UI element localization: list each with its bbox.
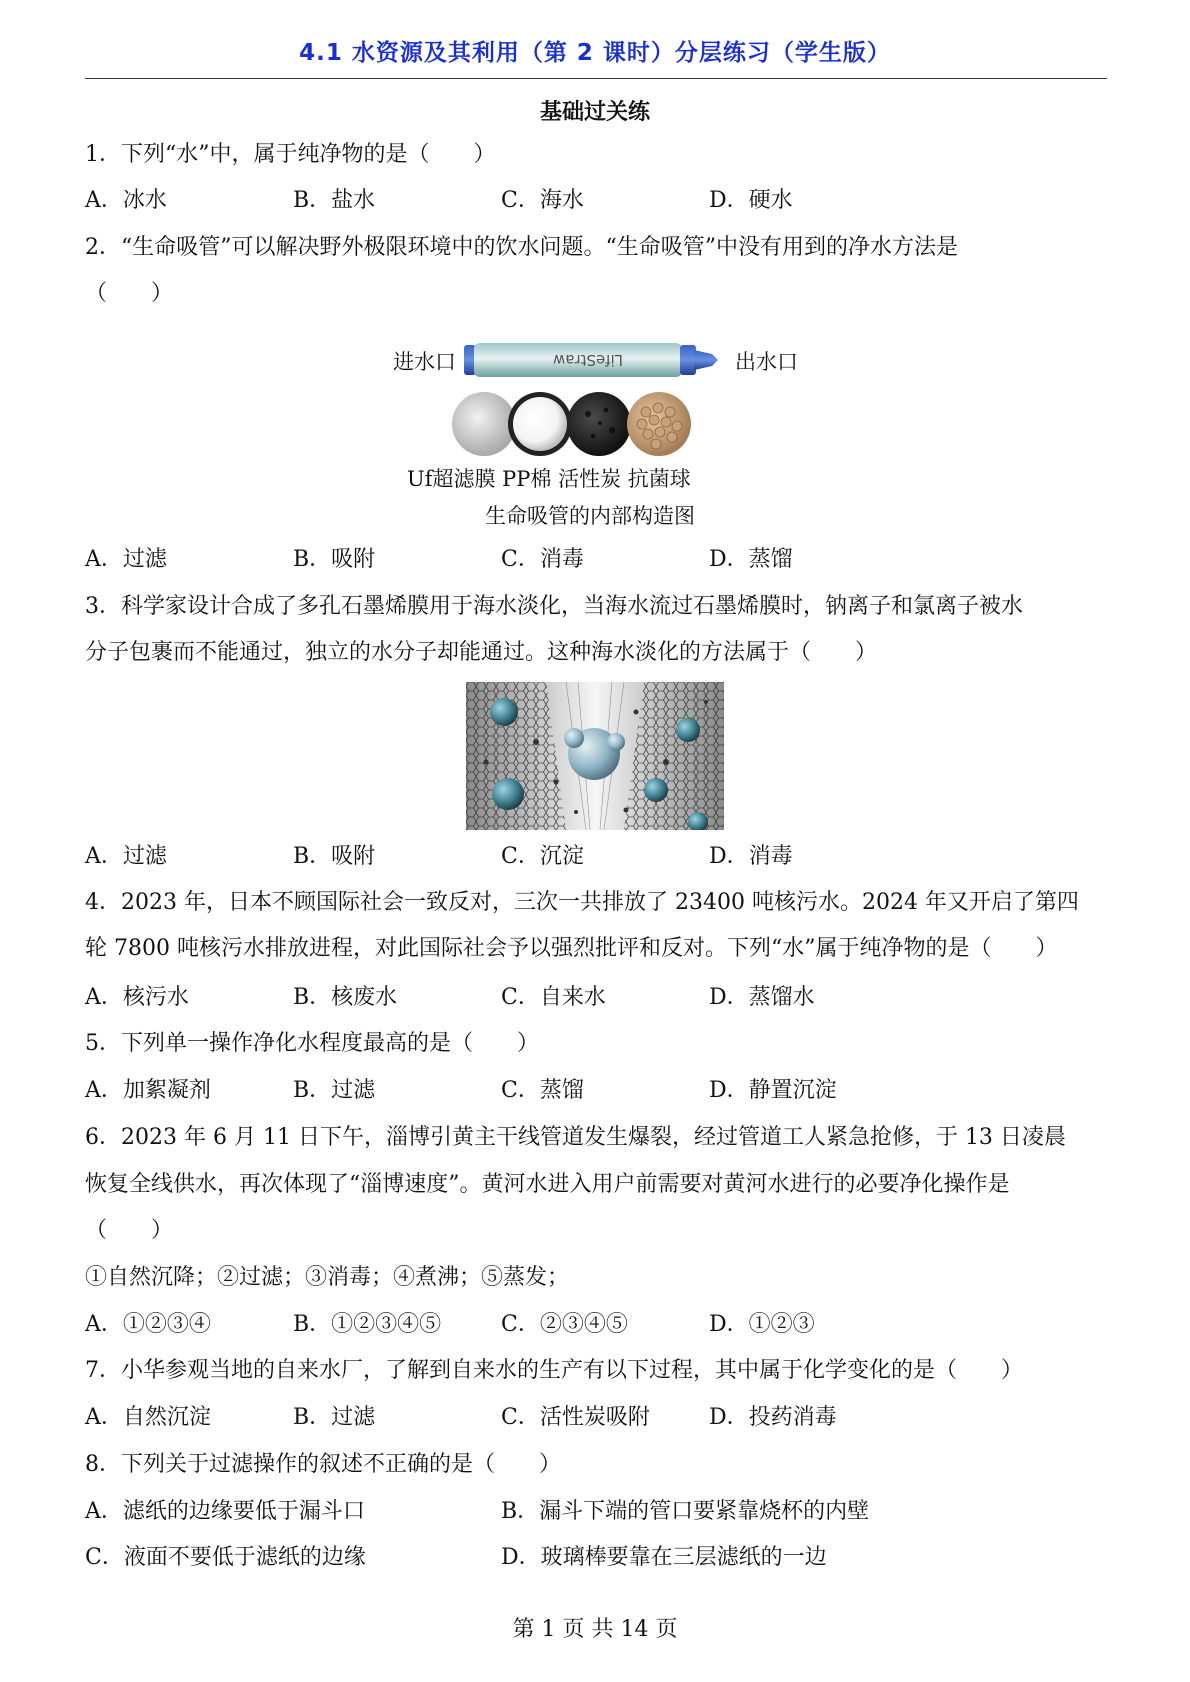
question-7-option-c: C．活性炭吸附 (501, 1405, 650, 1430)
question-4-option-d: D．蒸馏水 (709, 985, 815, 1010)
lifestraw-brand-text: LifeStraw (552, 351, 624, 369)
question-3-option-b: B．吸附 (293, 844, 376, 869)
title-divider (85, 78, 1107, 79)
question-8-stem: 8．下列关于过滤操作的叙述不正确的是（ ） (85, 1452, 561, 1477)
question-8-option-a: A．滤纸的边缘要低于漏斗口 (85, 1499, 365, 1524)
question-2-stem-line1: 2．“生命吸管”可以解决野外极限环境中的饮水问题。“生命吸管”中没有用到的净水方法是 (85, 235, 958, 260)
question-6-option-a: A．①②③④ (85, 1312, 211, 1337)
question-4-option-a: A．核污水 (85, 985, 189, 1010)
question-1-option-c: C．海水 (501, 188, 584, 213)
question-2-option-b: B．吸附 (293, 547, 376, 572)
question-8-option-b: B．漏斗下端的管口要紧靠烧杯的内壁 (501, 1499, 870, 1524)
question-7-option-a: A．自然沉淀 (85, 1405, 211, 1430)
question-6-option-c: C．②③④⑤ (501, 1312, 628, 1337)
question-8-option-c: C．液面不要低于滤纸的边缘 (85, 1545, 366, 1570)
question-5-option-d: D．静置沉淀 (709, 1078, 837, 1103)
question-2-option-d: D．蒸馏 (709, 547, 793, 572)
question-7-option-b: B．过滤 (293, 1405, 376, 1430)
question-3-stem-line2: 分子包裹而不能通过，独立的水分子却能通过。这种海水淡化的方法属于（ ） (85, 640, 878, 665)
question-6-stem-line1: 6．2023 年 6 月 11 日下午，淄博引黄主干线管道发生爆裂，经过管道工人紧急抢修，于 13 日凌晨 (85, 1125, 1066, 1150)
question-6-option-b: B．①②③④⑤ (293, 1312, 442, 1337)
question-6-option-d: D．①②③ (709, 1312, 815, 1337)
graphene-membrane-image (466, 682, 724, 830)
lifestraw-image (460, 336, 726, 384)
question-2-stem-line2: （ ） (85, 281, 174, 306)
question-3-stem-line1: 3．科学家设计合成了多孔石墨烯膜用于海水淡化，当海水流过石墨烯膜时，钠离子和氯离子被水 (85, 594, 1024, 619)
question-5-stem: 5．下列单一操作净化水程度最高的是（ ） (85, 1031, 539, 1056)
question-1-stem: 1．下列“水”中，属于纯净物的是（ ） (85, 142, 496, 167)
page-title: 4.1 水资源及其利用（第 2 课时）分层练习（学生版） (299, 40, 891, 66)
question-7-option-d: D．投药消毒 (709, 1405, 837, 1430)
question-7-stem: 7．小华参观当地的自来水厂，了解到自来水的生产有以下过程，其中属于化学变化的是（ ） (85, 1358, 1024, 1383)
question-3-option-a: A．过滤 (85, 844, 167, 869)
question-6-stem-line2: 恢复全线供水，再次体现了“淄博速度”。黄河水进入用户前需要对黄河水进行的必要净化操作是 (85, 1172, 1010, 1197)
question-1-option-d: D．硬水 (709, 188, 793, 213)
figure-outlet-label: 出水口 (735, 350, 798, 374)
question-1-option-b: B．盐水 (293, 188, 376, 213)
question-1-option-a: A．冰水 (85, 188, 167, 213)
question-5-option-b: B．过滤 (293, 1078, 376, 1103)
question-3-option-c: C．沉淀 (501, 844, 584, 869)
question-4-stem-line2: 轮 7800 吨核污水排放进程，对此国际社会予以强烈批评和反对。下列“水”属于纯净物的是（ ） (85, 936, 1058, 961)
question-6-stem-line3: （ ） (85, 1218, 174, 1243)
question-4-option-b: B．核废水 (293, 985, 398, 1010)
figure-caption: 生命吸管的内部构造图 (485, 504, 695, 528)
question-3-option-d: D．消毒 (709, 844, 793, 869)
question-8-option-d: D．玻璃棒要靠在三层滤纸的一边 (501, 1545, 827, 1570)
question-4-stem-line1: 4．2023 年，日本不顾国际社会一致反对，三次一共排放了 23400 吨核污水。2024 年又开启了第四 (85, 890, 1079, 915)
question-5-option-a: A．加絮凝剂 (85, 1078, 211, 1103)
figure-layer-labels: Uf超滤膜 PP棉 活性炭 抗菌球 (407, 467, 691, 491)
uf-membrane-disc (452, 392, 516, 456)
section-heading: 基础过关练 (539, 100, 650, 125)
question-4-option-c: C．自来水 (501, 985, 606, 1010)
question-2-option-c: C．消毒 (501, 547, 584, 572)
figure-inlet-label: 进水口 (393, 350, 456, 374)
question-2-option-a: A．过滤 (85, 547, 167, 572)
question-5-option-c: C．蒸馏 (501, 1078, 584, 1103)
filter-layers-image (448, 390, 694, 458)
page-number: 第 1 页 共 14 页 (512, 1617, 678, 1642)
question-6-stem-line4: ①自然沉降；②过滤；③消毒；④煮沸；⑤蒸发； (85, 1265, 570, 1290)
